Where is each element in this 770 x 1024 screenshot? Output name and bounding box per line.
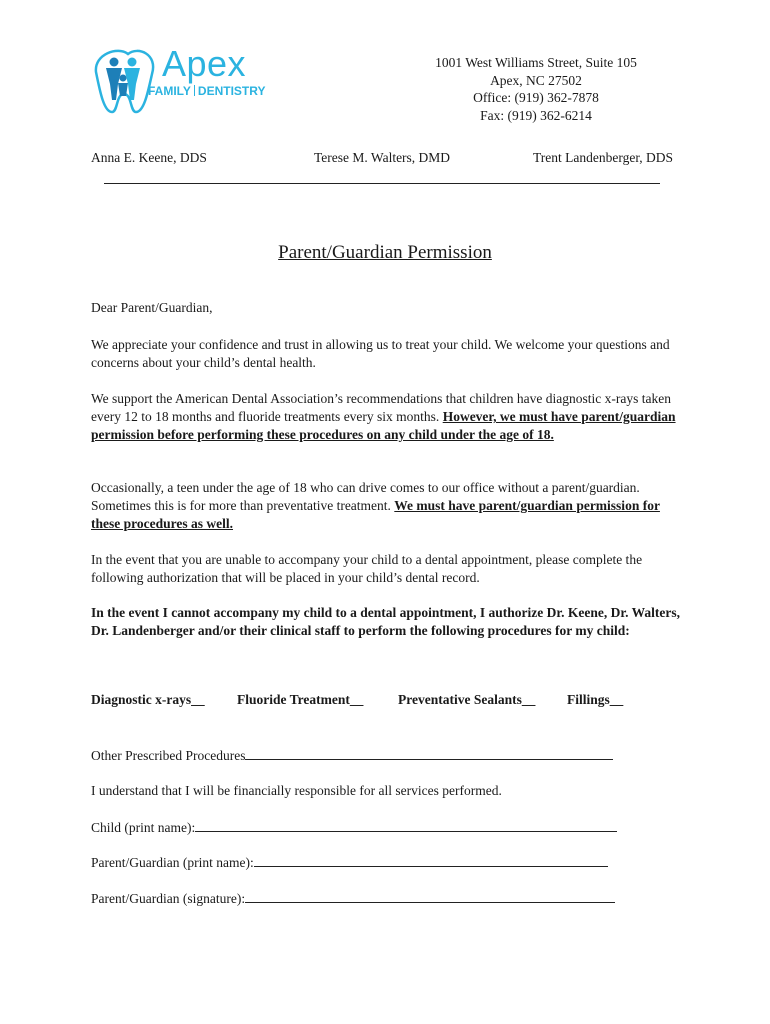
guardian-signature-line[interactable]: [245, 890, 615, 903]
procedure-fillings[interactable]: Fillings__: [567, 692, 624, 707]
other-procedures-field: [91, 747, 613, 764]
procedure-sealants[interactable]: Preventative Sealants__: [398, 692, 536, 707]
paragraph-teen: [91, 479, 681, 533]
other-procedures-line[interactable]: [245, 747, 613, 760]
paragraph-teen-emphasis: We must have parent/guardian permission for these procedures as well.: [91, 498, 660, 531]
office-phone: Office: (919) 362-7878: [473, 90, 599, 105]
paragraph-trust: We appreciate your confidence and trust in allowing us to treat your child. We welcome your questions and concerns about your child’s dental health.: [91, 337, 670, 370]
guardian-signature-field: [91, 890, 615, 907]
guardian-signature-label: Parent/Guardian (signature):: [91, 891, 246, 906]
child-name-line[interactable]: [195, 819, 617, 832]
paragraph-event: In the event that you are unable to accompany your child to a dental appointment, please complete the following authorization that will be placed in your child’s dental record.: [91, 552, 643, 585]
logo-divider: [194, 85, 195, 96]
financial-statement: I understand that I will be financially responsible for all services performed.: [91, 783, 502, 798]
address-street: 1001 West Williams Street, Suite 105: [435, 55, 637, 70]
guardian-name-field: [91, 854, 608, 871]
paragraph-ada: [91, 390, 681, 444]
page-title: Parent/Guardian Permission: [278, 242, 492, 263]
doctor-landenberger: Trent Landenberger, DDS: [533, 150, 674, 165]
doctor-walters: Terese M. Walters, DMD: [314, 150, 451, 165]
guardian-name-label: Parent/Guardian (print name):: [91, 855, 254, 870]
family-figures-icon: [88, 44, 160, 116]
logo-brand: Apex: [162, 43, 247, 84]
paragraph-ada-emphasis: However, we must have parent/guardian permission before performing these procedures on any child under the age of 18.: [91, 409, 676, 442]
address-block: [380, 54, 692, 124]
authorization-statement: In the event I cannot accompany my child to a dental appointment, I authorize Dr. Keene, Dr. Walters, Dr. Landenberger and/or their clinical staff to perform the following procedures for my child:: [91, 605, 680, 638]
logo-sub-right: DENTISTRY: [197, 84, 266, 98]
salutation: Dear Parent/Guardian,: [91, 300, 213, 315]
logo-sub-left: FAMILY: [148, 84, 191, 98]
child-name-field: [91, 819, 617, 836]
logo-subtitle: [148, 84, 265, 98]
other-procedures-label: Other Prescribed Procedures: [91, 748, 246, 763]
procedure-fluoride[interactable]: Fluoride Treatment__: [237, 692, 364, 707]
paragraph-teen-text: Occasionally, a teen under the age of 18 who can drive comes to our office without a parent/guardian. Sometimes this is for more than preventative treatment.: [91, 480, 640, 513]
practice-logo: [88, 44, 288, 116]
fax-number: Fax: (919) 362-6214: [480, 107, 592, 123]
guardian-name-line[interactable]: [254, 854, 608, 867]
paragraph-ada-text: We support the American Dental Association’s recommendations that children have diagnostic x-rays taken every 12 to 18 months and fluoride treatments every six months.: [91, 391, 671, 424]
child-name-label: Child (print name):: [91, 820, 196, 835]
header-divider: [104, 183, 660, 184]
procedure-xrays[interactable]: Diagnostic x-rays__: [91, 692, 205, 707]
doctor-keene: Anna E. Keene, DDS: [91, 150, 207, 165]
address-city: Apex, NC 27502: [490, 72, 582, 88]
